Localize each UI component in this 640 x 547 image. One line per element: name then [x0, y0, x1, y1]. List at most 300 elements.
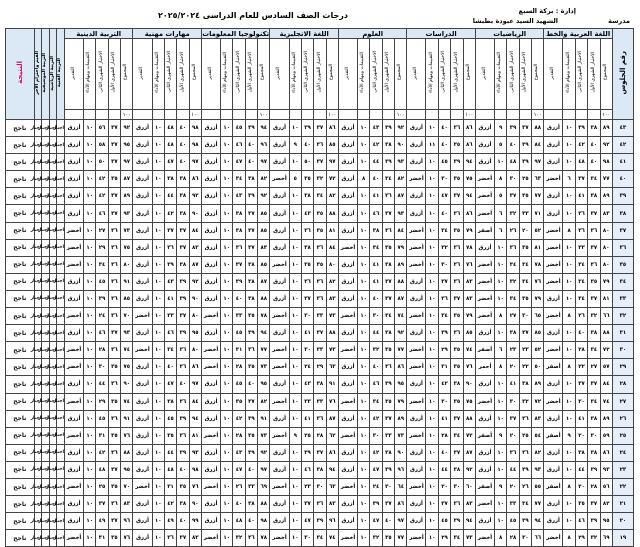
- subcol-header-5-0: [258, 39, 270, 110]
- math-grade-text: أزرق: [478, 466, 492, 473]
- geo-score-text: ١٠: [428, 193, 436, 200]
- result-cell-text: ناجح: [13, 517, 27, 525]
- eng-score-text: ٩٦: [328, 518, 336, 525]
- math-grade: [475, 171, 494, 188]
- geo-score: [463, 325, 475, 342]
- arabic-grade-text: أزرق: [547, 330, 560, 337]
- arabic-score-text: ٣٦: [578, 227, 585, 234]
- activity-status-text: اجتاز: [30, 501, 42, 507]
- rel-score: [108, 273, 120, 290]
- activity-status: [53, 393, 65, 410]
- activity-status-text: اجتاز: [45, 228, 57, 234]
- activity-status: [38, 461, 50, 478]
- arabic-grade-text: أخضر: [546, 261, 561, 268]
- rel-score-text: ٢٤: [98, 313, 106, 320]
- activity-status-text: اجتاز: [30, 279, 42, 285]
- rel-score: [96, 308, 108, 325]
- geo-grade: [407, 120, 426, 137]
- eng-score: [314, 444, 326, 461]
- math-score-text: ٧٧: [534, 501, 542, 508]
- geo-score: [463, 120, 475, 137]
- sci-score: [395, 222, 407, 239]
- eng-grade: [270, 205, 289, 222]
- eng-grade-text: أزرق: [273, 381, 286, 388]
- arabic-score: [575, 256, 587, 273]
- tech-score-text: ٤٣: [235, 193, 243, 200]
- activity-status: [45, 342, 57, 359]
- sci-score: [395, 513, 407, 530]
- tech-score: [245, 376, 257, 393]
- tech-score: [245, 478, 257, 495]
- sci-grade-text: أزرق: [341, 415, 355, 422]
- job-score-text: ٣٩: [179, 330, 187, 337]
- arabic-score-text: ٣٤: [590, 176, 598, 183]
- rel-score-text: ٣٦: [111, 415, 118, 422]
- sci-score-text: ١٠: [360, 210, 367, 217]
- geo-score: [426, 444, 438, 461]
- result-cell-text: ناجح: [13, 380, 27, 388]
- subcol-header-2-2: [438, 39, 450, 110]
- activity-status-text: اجتاز: [45, 245, 57, 251]
- eng-grade: [270, 342, 289, 359]
- math-grade: [475, 222, 494, 239]
- geo-grade-text: أزرق: [410, 193, 423, 200]
- rel-score: [121, 308, 133, 325]
- result-cell-text: ناجح: [13, 295, 27, 303]
- school-label: مدرسة: [608, 17, 630, 25]
- sci-score: [395, 376, 407, 393]
- max-score-4: [326, 110, 338, 120]
- arabic-score: [563, 273, 575, 290]
- job-score-text: ١٠: [154, 125, 162, 132]
- eng-score: [289, 273, 301, 290]
- activity-status-text: اجتاز: [30, 518, 42, 524]
- tech-score: [258, 359, 270, 376]
- geo-score-text: ٣٨: [453, 466, 461, 473]
- sci-score: [358, 530, 370, 547]
- math-score: [494, 205, 506, 222]
- math-score: [507, 342, 519, 359]
- math-score: [519, 530, 531, 547]
- geo-grade: [407, 393, 426, 410]
- job-score: [177, 239, 189, 256]
- math-grade: [475, 530, 494, 547]
- geo-score-text: ٣٨: [453, 381, 461, 388]
- job-grade-text: أزرق: [136, 142, 149, 149]
- arabic-score-text: ٣٠: [590, 432, 598, 439]
- activity-status-text: اجتاز: [45, 467, 57, 473]
- arabic-score-text: ٣٧: [590, 381, 598, 388]
- sci-score-text: ٤٠: [372, 295, 380, 302]
- math-score-text: ٥: [499, 193, 503, 200]
- tech-score-text: ٨٨: [260, 501, 268, 508]
- arabic-score: [600, 308, 612, 325]
- rel-grade-text: أزرق: [67, 210, 81, 217]
- sci-score-text: ٣٧: [385, 210, 392, 217]
- rel-score: [108, 308, 120, 325]
- subcol-header-3-3-text: التقييمات ومهام الأداء: [360, 51, 366, 93]
- math-score: [507, 461, 519, 478]
- job-score-text: ٣٧: [179, 227, 187, 234]
- eng-grade: [270, 393, 289, 410]
- activity-status: [53, 239, 65, 256]
- arabic-score: [563, 205, 575, 222]
- eng-score: [326, 530, 338, 547]
- activity-status-text: اجتاز: [45, 535, 57, 541]
- tech-score: [233, 154, 245, 171]
- subcol-header-2-1-text: الاختبار الشهرى الأول: [453, 51, 459, 93]
- job-grade-text: أزرق: [136, 398, 149, 405]
- rel-score: [108, 222, 120, 239]
- geo-score-text: ١٠: [428, 125, 436, 132]
- geo-score-text: ٤٠: [441, 142, 448, 149]
- eng-grade: [270, 496, 289, 513]
- eng-score-text: ٨٦: [328, 449, 336, 456]
- max-blank-1-1: [519, 110, 531, 120]
- rel-score: [96, 205, 108, 222]
- activity-status: [45, 376, 57, 393]
- geo-score-text: ٧٥: [465, 176, 473, 183]
- arabic-score: [563, 222, 575, 239]
- arabic-score: [563, 461, 575, 478]
- geo-score: [451, 239, 463, 256]
- geo-score-text: ٢٩: [441, 535, 448, 542]
- eng-score-text: ٧٦: [328, 398, 336, 405]
- rel-score-text: ٢٩: [98, 244, 106, 251]
- seat-number: [612, 290, 633, 307]
- tech-score-text: ٣٦: [248, 347, 255, 354]
- sci-score: [370, 342, 382, 359]
- sci-grade: [338, 478, 357, 495]
- arabic-score: [575, 222, 587, 239]
- rel-score: [121, 393, 133, 410]
- rel-score: [108, 256, 120, 273]
- eng-grade: [270, 120, 289, 137]
- geo-score: [451, 444, 463, 461]
- tech-grade-text: أزرق: [204, 449, 218, 456]
- max-score-6-text: ١٠٠: [191, 111, 200, 118]
- subcol-header-5-0-text: المجموع: [260, 63, 266, 81]
- subject-header-4-text: اللغة الانجليزية: [279, 29, 329, 38]
- eng-grade-text: أزرق: [273, 330, 286, 337]
- rel-grade-text: أخضر: [66, 535, 82, 542]
- tech-score: [245, 120, 257, 137]
- tech-grade: [201, 513, 220, 530]
- job-score-text: ٨٠: [191, 313, 199, 320]
- math-score: [519, 120, 531, 137]
- sci-score: [370, 410, 382, 427]
- rel-score: [108, 342, 120, 359]
- tech-score-text: ٣٦: [235, 244, 243, 251]
- arabic-grade-text: أخضر: [546, 398, 561, 405]
- sci-grade: [338, 308, 357, 325]
- job-score: [189, 239, 201, 256]
- sci-grade-text: أزرق: [341, 210, 355, 217]
- max-blank-1-3: [494, 110, 506, 120]
- math-score: [532, 444, 544, 461]
- sci-score-text: ٨٩: [397, 261, 405, 268]
- geo-score-text: ٧٥: [465, 398, 473, 405]
- tech-score-text: ٩٧: [260, 159, 268, 166]
- job-score: [164, 342, 176, 359]
- tech-score: [258, 290, 270, 307]
- job-score: [189, 530, 201, 547]
- rel-score-text: ٤٥: [98, 278, 106, 285]
- rel-score: [84, 256, 96, 273]
- max-blank-6-1: [177, 110, 189, 120]
- geo-score-text: ٣٥: [453, 313, 461, 320]
- math-score: [494, 461, 506, 478]
- sci-score-text: ٧٤: [397, 313, 405, 320]
- sci-grade: [338, 461, 357, 478]
- rel-score-text: ١٠: [86, 364, 93, 371]
- activity-status: [45, 325, 57, 342]
- math-score-text: ٣٨: [509, 330, 517, 337]
- math-grade-text: أخضر: [477, 313, 493, 320]
- eng-score-text: ٨٨: [328, 210, 336, 217]
- geo-grade: [407, 239, 426, 256]
- rel-score-text: ١٠: [86, 415, 93, 422]
- tech-score: [258, 461, 270, 478]
- job-score: [152, 342, 164, 359]
- geo-score-text: ٣٦: [453, 210, 461, 217]
- eng-score: [326, 308, 338, 325]
- eng-score-text: ٨٢: [328, 278, 336, 285]
- job-score-text: ١٠: [154, 501, 162, 508]
- job-score: [189, 154, 201, 171]
- max-score-2-text: ١٠٠: [465, 111, 474, 118]
- activity-status-text: اجتاز: [30, 142, 42, 148]
- subcol-header-4-2: [301, 39, 313, 110]
- math-grade: [475, 376, 494, 393]
- arabic-score-text: ٣٨: [590, 449, 598, 456]
- subject-header-6: [133, 29, 202, 39]
- rel-score-text: ٩١: [123, 278, 131, 285]
- eng-score-text: ٩١: [328, 381, 336, 388]
- sci-score-text: ٣٢: [372, 347, 380, 354]
- arabic-score: [600, 410, 612, 427]
- geo-score: [438, 393, 450, 410]
- arabic-score-text: ٢٠: [578, 432, 585, 439]
- activity-status: [45, 205, 57, 222]
- math-score: [507, 205, 519, 222]
- geo-score: [426, 342, 438, 359]
- math-score-text: ٥٢: [534, 347, 542, 354]
- max-blank-4-2: [301, 110, 313, 120]
- rel-grade: [64, 444, 83, 461]
- job-score: [152, 308, 164, 325]
- sci-grade: [338, 137, 357, 154]
- job-score-text: ٣٦: [167, 535, 174, 542]
- geo-score-text: ٣٦: [453, 244, 461, 251]
- eng-score: [326, 342, 338, 359]
- math-score: [507, 273, 519, 290]
- activity-status-text: اجتاز: [45, 484, 57, 490]
- arabic-score: [588, 376, 600, 393]
- geo-score-text: ٨٦: [465, 142, 473, 149]
- math-score-text: ٣٣: [522, 210, 529, 217]
- eng-score-text: ٣٦: [316, 415, 324, 422]
- eng-score-text: ٧٣: [328, 313, 336, 320]
- activity-status: [53, 496, 65, 513]
- arabic-score-text: ٢٢: [578, 364, 585, 371]
- rel-grade: [64, 410, 83, 427]
- tech-score: [221, 137, 233, 154]
- arabic-score-text: ٨٣: [602, 210, 610, 217]
- seat-number: [612, 171, 633, 188]
- rel-score-text: ٣٧: [111, 330, 118, 337]
- tech-score-text: ٤٠: [248, 466, 255, 473]
- activity-status: [53, 376, 65, 393]
- eng-score-text: ٨٦: [328, 125, 336, 132]
- sci-score-text: ٣٤: [372, 398, 380, 405]
- subcol-header-4-0-text: المجموع: [328, 63, 334, 81]
- arabic-score-text: ٨٠: [602, 261, 610, 268]
- rel-score: [121, 188, 133, 205]
- seat-number: [612, 496, 633, 513]
- activity-status-text: اجتاز: [38, 262, 49, 268]
- eng-score-text: ٥٠: [304, 159, 311, 166]
- rel-score: [108, 239, 120, 256]
- subcol-header-7-0: [121, 39, 133, 110]
- rel-score-text: ١٠: [86, 193, 93, 200]
- eng-score-text: ٨٥: [328, 142, 336, 149]
- sci-score-text: ١٠: [360, 535, 367, 542]
- job-grade-text: أزرق: [136, 330, 149, 337]
- rel-score-text: ٤٦: [98, 330, 106, 337]
- job-score-text: ١٠: [154, 432, 162, 439]
- eng-score: [301, 342, 313, 359]
- arabic-score: [600, 496, 612, 513]
- result-cell-text: ناجح: [13, 192, 27, 200]
- job-score: [189, 410, 201, 427]
- job-score: [164, 461, 176, 478]
- max-score-0: [600, 110, 612, 120]
- subcol-header-6-2-text: الاختبار الشهرى الثانى: [167, 51, 173, 93]
- subcol-header-4-1: [314, 39, 326, 110]
- math-score: [532, 256, 544, 273]
- eng-score-text: ١٠: [291, 381, 299, 388]
- eng-score-text: ٢٨: [316, 432, 324, 439]
- sci-score-text: ٩٧: [397, 518, 405, 525]
- activity-status: [53, 427, 65, 444]
- job-score-text: ٣٩: [179, 415, 187, 422]
- rel-score-text: ٧٦: [123, 535, 131, 542]
- job-score: [177, 461, 189, 478]
- eng-score-text: ٥: [293, 176, 297, 183]
- tech-score-text: ١٠: [223, 142, 230, 149]
- geo-score: [438, 154, 450, 171]
- math-score-text: ٦٣: [534, 176, 542, 183]
- eng-score-text: ٨٤: [328, 244, 336, 251]
- math-score-text: ٣٠: [509, 398, 517, 405]
- math-score-text: ٣٩: [522, 466, 529, 473]
- math-score: [507, 359, 519, 376]
- activity-status-text: اجتاز: [30, 381, 42, 387]
- math-score-text: ٣٤: [509, 261, 517, 268]
- geo-grade: [407, 410, 426, 427]
- max-score-3: [395, 110, 407, 120]
- job-grade: [133, 290, 152, 307]
- arabic-score-text: ٣٢: [590, 313, 598, 320]
- eng-score: [301, 393, 313, 410]
- sci-score: [358, 171, 370, 188]
- geo-score: [438, 513, 450, 530]
- tech-grade-text: أزرق: [204, 176, 218, 183]
- arabic-score: [563, 410, 575, 427]
- rel-score-text: ٨٠: [123, 261, 131, 268]
- geo-score-text: ١٠: [428, 159, 436, 166]
- subcol-header-3-1: [382, 39, 394, 110]
- job-score: [164, 205, 176, 222]
- arabic-score: [563, 427, 575, 444]
- arabic-score: [600, 239, 612, 256]
- activity-status: [53, 256, 65, 273]
- geo-score-text: ٧٦: [465, 261, 473, 268]
- result-cell-text: ناجح: [13, 398, 27, 406]
- eng-score: [314, 256, 326, 273]
- activity-status-text: اجتاز: [53, 330, 64, 336]
- math-score-text: ٦٦: [534, 535, 542, 542]
- geo-grade: [407, 444, 426, 461]
- subcol-header-4-2-text: الاختبار الشهرى الثانى: [304, 51, 310, 93]
- rel-score: [84, 376, 96, 393]
- job-grade: [133, 461, 152, 478]
- arabic-score-text: ٣٨: [590, 193, 598, 200]
- rel-score: [84, 222, 96, 239]
- eng-grade: [270, 427, 289, 444]
- math-score: [494, 188, 506, 205]
- tech-grade: [201, 376, 220, 393]
- eng-score: [326, 496, 338, 513]
- geo-score: [463, 273, 475, 290]
- math-score: [507, 530, 519, 547]
- math-score-text: ٣٩: [522, 518, 529, 525]
- arabic-score-text: ٣٧: [590, 501, 598, 508]
- subcol-header-2-4: [407, 39, 426, 110]
- max-score-6: [189, 110, 201, 120]
- eng-score-text: ٣٥: [316, 210, 324, 217]
- subject-header-3: [338, 29, 406, 39]
- sci-score: [358, 205, 370, 222]
- sci-score-text: ٣٠: [385, 484, 392, 491]
- job-score: [152, 410, 164, 427]
- math-grade-text: أزرق: [478, 125, 492, 132]
- activity-status-text: اجتاز: [53, 211, 64, 217]
- job-score-text: ٩٠: [191, 295, 199, 302]
- math-score: [507, 496, 519, 513]
- arabic-score: [600, 342, 612, 359]
- rel-grade-text: أزرق: [67, 518, 81, 525]
- arabic-score-text: ١٠: [565, 466, 573, 473]
- math-score: [519, 325, 531, 342]
- seat-number: [612, 188, 633, 205]
- result-cell-text: ناجح: [13, 346, 27, 354]
- eng-score: [326, 290, 338, 307]
- eng-score-text: ١٠: [291, 501, 299, 508]
- tech-score: [245, 205, 257, 222]
- job-score-text: ٣٨: [167, 398, 174, 405]
- geo-score-text: ٣٤: [453, 535, 461, 542]
- eng-grade: [270, 376, 289, 393]
- activity-status: [45, 171, 57, 188]
- table-row: [6, 120, 634, 137]
- math-score-text: ١٠: [497, 261, 504, 268]
- tech-score-text: ٩٤: [260, 125, 268, 132]
- rel-score-text: ٧٠: [123, 313, 131, 320]
- tech-score: [221, 513, 233, 530]
- job-score-text: ٨٣: [191, 535, 199, 542]
